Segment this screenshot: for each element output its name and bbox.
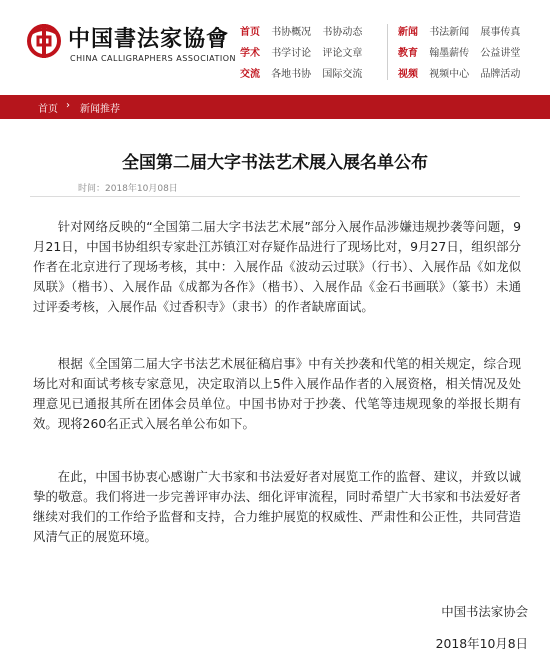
breadcrumb-home[interactable]: 首页 xyxy=(38,104,58,115)
nav-heritage[interactable]: 翰墨薪传 xyxy=(429,48,470,59)
secondary-nav xyxy=(398,22,528,85)
nav-international[interactable]: 国际交流 xyxy=(322,69,363,80)
nav-reviews[interactable]: 评论文章 xyxy=(322,48,363,59)
breadcrumb-separator: › xyxy=(66,100,70,111)
association-logo-icon[interactable] xyxy=(24,20,64,60)
site-logo-subtitle: CHINA CALLIGRAPHERS ASSOCIATION xyxy=(70,54,237,63)
nav-education[interactable]: 教育 xyxy=(398,48,418,59)
nav-news-dynamics[interactable]: 书协动态 xyxy=(322,27,363,38)
nav-news[interactable]: 新闻 xyxy=(398,27,418,38)
main-nav xyxy=(240,22,370,85)
nav-home[interactable]: 首页 xyxy=(240,27,260,38)
breadcrumb-current[interactable]: 新闻推荐 xyxy=(80,104,120,115)
nav-exchange[interactable]: 交流 xyxy=(240,69,260,80)
signature-organization: 中国书法家协会 xyxy=(441,604,528,619)
breadcrumb xyxy=(0,95,550,119)
nav-divider xyxy=(387,24,388,80)
site-header xyxy=(0,0,550,84)
nav-exhibitions[interactable]: 展事传真 xyxy=(480,27,521,38)
nav-calligraphy-news[interactable]: 书法新闻 xyxy=(429,27,470,38)
title-divider xyxy=(30,196,520,197)
nav-academic[interactable]: 学术 xyxy=(240,48,260,59)
nav-video-center[interactable]: 视频中心 xyxy=(429,69,470,80)
nav-lectures[interactable]: 公益讲堂 xyxy=(480,48,521,59)
article-paragraph-3: 在此，中国书协衷心感谢广大书家和书法爱好者对展览工作的监督、建议，并致以诚挚的敬意。我们将进一步完善评审办法、细化评审流程，同时希望广大书家和书法爱好者继续对我们的工作给予监督和支持，合力维护展览的权威性、严肃性和公正性，共同营造风清气正的展览环境。 xyxy=(33,469,521,544)
site-logo-text[interactable]: 中国書法家協會 xyxy=(68,26,230,52)
nav-about[interactable]: 书协概况 xyxy=(271,27,312,38)
article-paragraph-2: 根据《全国第二届大字书法艺术展征稿启事》中有关抄袭和代笔的相关规定，综合现场比对和面试考核专家意见，决定取消以上5件入展作品作者的入展资格，相关情况及处理意见已通报其所在团体会员单位。中国书协对于抄袭、代笔等违规现象的举报长期有效。现将260名正式入展名单公布如下。 xyxy=(33,356,521,431)
article-paragraph-1: 针对网络反映的“全国第二届大字书法艺术展”部分入展作品涉嫌违规抄袭等问题，9月21日，中国书协组织专家赴江苏镇江对存疑作品进行了现场比对，9月27日，组织部分作者在北京进行了现场考核，其中：入展作品《波动云过联》（行书）、入展作品《如龙似凤联》（楷书）、入展作品《成都为各作》（楷书）、入展作品《金石书画联》（篆书）未通过评委考核，入展作品《过香积寺》（隶书）的作者缺席面试。 xyxy=(33,219,521,314)
article-time: 时间：2018年10月08日 xyxy=(78,184,178,194)
nav-discussion[interactable]: 书学讨论 xyxy=(271,48,312,59)
nav-video[interactable]: 视频 xyxy=(398,69,418,80)
nav-local-associations[interactable]: 各地书协 xyxy=(271,69,312,80)
article-title: 全国第二届大字书法艺术展入展名单公布 xyxy=(122,153,428,173)
signature-date: 2018年10月8日 xyxy=(435,636,528,651)
nav-brand-events[interactable]: 品牌活动 xyxy=(480,69,521,80)
